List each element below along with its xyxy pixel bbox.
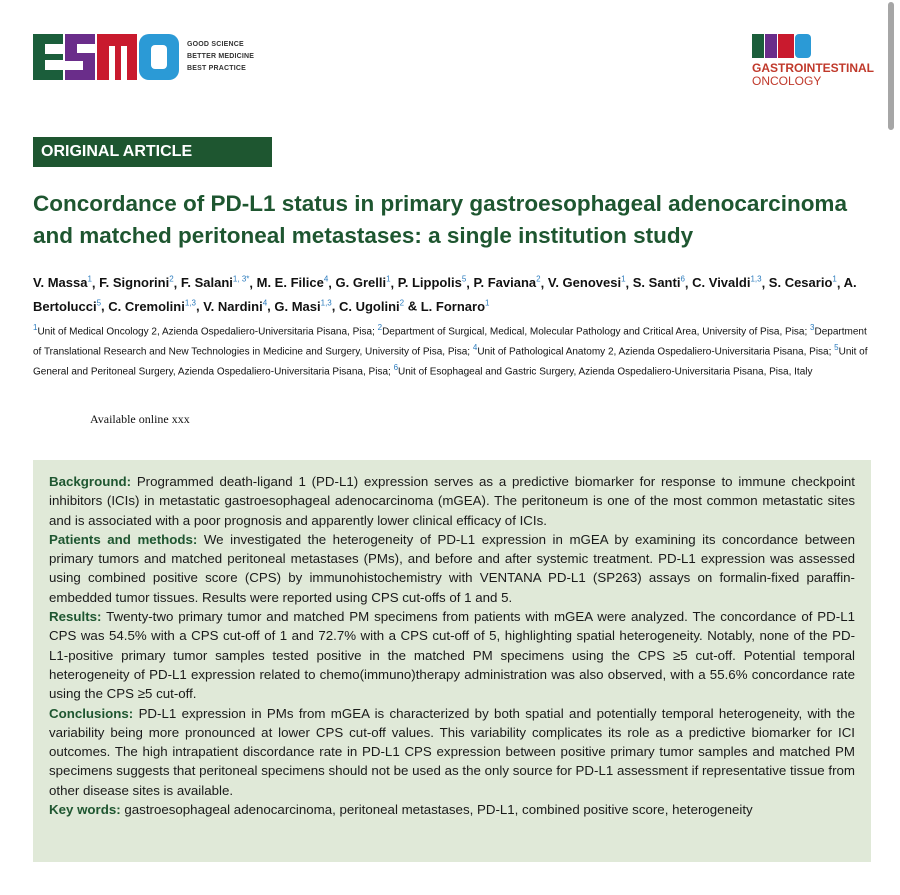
author-name: C. Cremolini	[108, 298, 185, 314]
author-separator: ,	[390, 275, 398, 291]
affiliation-ref[interactable]: 1	[621, 275, 626, 284]
tagline-line: GOOD SCIENCE	[187, 41, 244, 48]
journal-name-line2: ONCOLOGY	[752, 74, 822, 88]
affiliation-text: Department of Surgical, Medical, Molecular Pathology and Critical Area, University of Pisa, Pisa;	[382, 326, 811, 338]
author	[421, 299, 490, 314]
author-separator: ,	[91, 275, 100, 291]
journal-name-line1: GASTROINTESTINAL	[752, 61, 874, 75]
author-separator: ,	[836, 275, 844, 291]
abstract-conclusions	[49, 704, 855, 800]
esmo-logo-mark	[33, 34, 179, 80]
author-separator: ,	[249, 275, 257, 291]
author-name: L. Fornaro	[420, 298, 486, 314]
section-heading: Conclusions:	[49, 705, 134, 721]
affiliation-ref[interactable]: 5	[96, 298, 102, 308]
section-heading: Patients and methods:	[49, 531, 198, 547]
section-text: Twenty-two primary tumor and matched PM specimens from patients with mGEA were analyzed. The concordance of PD-L1 CPS was 54.5% with a CPS cut-off of 1 and 72.7% with a CPS cut-off of 5, highlighting spatial heterogeneity. Notably, none of the PD-L1-positive primary tumor samples tested positive in the matched PM specimens using the CPS ≥5 cut-off. Potential temporal heterogeneity of PD-L1 expression related to chemo(immuno)therapy administration was also observed, with a 55.6% concordance rate using the CPS ≥5 cut-off.	[49, 609, 855, 702]
affiliation-text: Department of Translational Research and New Technologies in Medicine and Surgery, University of Pisa, Pisa;	[33, 326, 867, 358]
author-name: F. Salani	[180, 275, 233, 291]
author-name: V. Nardini	[203, 298, 263, 314]
author	[99, 275, 174, 290]
abstract-box	[33, 460, 871, 862]
author	[257, 275, 329, 290]
author	[474, 275, 541, 290]
author-separator: ,	[684, 275, 693, 291]
section-heading: Key words:	[49, 802, 121, 818]
section-heading: Background:	[49, 474, 132, 489]
author	[336, 275, 391, 290]
author	[108, 299, 196, 314]
author	[33, 275, 92, 290]
author	[548, 275, 626, 290]
affiliation-ref[interactable]: 1	[485, 298, 490, 308]
affiliation-ref[interactable]: 2	[169, 275, 174, 284]
abstract-background	[49, 472, 855, 530]
author-separator: ,	[101, 298, 109, 314]
esmo-logo	[33, 34, 254, 80]
author-separator: ,	[267, 298, 275, 314]
affiliation-number: 1	[33, 323, 38, 332]
author-name: F. Signorini	[99, 275, 170, 291]
esmo-tagline	[187, 39, 254, 75]
author-name: C. Vivaldi	[692, 275, 751, 291]
affiliation-ref[interactable]: 4	[323, 275, 329, 284]
section-text: gastroesophageal adenocarcinoma, peritoneal metastases, PD-L1, combined positive score, heterogeneity	[124, 802, 753, 818]
affiliations	[33, 320, 873, 379]
section-heading: Results:	[49, 609, 102, 625]
author-name: A. Bertolucci	[33, 275, 857, 314]
author-name: S. Santi	[632, 275, 681, 291]
affiliation-ref[interactable]: 1	[87, 275, 92, 284]
affiliation-number: 6	[393, 362, 399, 372]
section-text: PD-L1 expression in PMs from mGEA is characterized by both spatial and potentially temporal heterogeneity, with the variability being more pronounced at lower CPS cut-off values. This variability complicates its role as a predictive biomarker for ICI outcomes. The high intrapatient discordance rate in PD-L1 CPS expression between positive primary tumor samples and matched PM specimens suggests that peritoneal specimens should not be used as the only source for PD-L1 assessment if representative tissue from other disease sites is available.	[49, 705, 855, 798]
article-type-label: ORIGINAL ARTICLE	[33, 137, 272, 167]
author-name: V. Genovesi	[547, 275, 622, 291]
article-title: Concordance of PD-L1 status in primary gastroesophageal adenocarcinoma and matched peritoneal metastases: a single institution study	[33, 191, 847, 248]
author	[203, 299, 267, 314]
affiliation-ref[interactable]: 2	[536, 275, 541, 284]
affiliation-ref[interactable]: 1,3	[184, 298, 196, 308]
author-name: G. Masi	[274, 298, 321, 314]
affiliation-ref[interactable]: 2	[399, 298, 405, 308]
author-name: V. Massa	[33, 275, 88, 291]
affiliation-number: 3	[810, 323, 815, 332]
affiliation-ref[interactable]: 1	[386, 275, 391, 284]
affiliation-text: Unit of Medical Oncology 2, Azienda Ospedaliero-Universitaria Pisana, Pisa;	[37, 326, 378, 338]
author-separator: ,	[625, 275, 633, 291]
author	[339, 299, 404, 314]
author-separator: ,	[173, 275, 181, 291]
affiliation-ref[interactable]: 1,3	[750, 275, 762, 284]
author-separator: ,	[540, 275, 548, 291]
available-online: Available online xxx	[90, 412, 190, 426]
author-name: P. Faviana	[473, 275, 537, 291]
author-separator: ,	[761, 275, 769, 291]
affiliation-text: Unit of Esophageal and Gastric Surgery, Azienda Ospedaliero-Universitaria Pisana, Pisa, Italy	[398, 365, 813, 377]
tagline-line: BEST PRACTICE	[187, 65, 246, 72]
author	[181, 275, 250, 290]
abstract-methods	[49, 530, 855, 607]
author-separator: ,	[328, 275, 336, 291]
author-separator: ,	[195, 298, 204, 314]
affiliation-ref[interactable]: 5	[461, 275, 467, 284]
author-separator: ,	[466, 275, 474, 291]
author	[769, 275, 837, 290]
affiliation-text: Unit of Pathological Anatomy 2, Azienda Ospedaliero-Universitaria Pisana, Pisa;	[477, 346, 835, 358]
author-name: G. Grelli	[335, 275, 387, 291]
affiliation-ref[interactable]: 4	[262, 298, 268, 308]
affiliation-ref[interactable]: 6	[680, 275, 685, 284]
abstract-results	[49, 607, 855, 703]
author	[692, 275, 761, 290]
esmo-gi-journal-logo	[752, 34, 874, 88]
author-separator: &	[404, 298, 421, 314]
affiliation-number: 5	[834, 342, 839, 352]
affiliation-ref[interactable]: 1	[832, 275, 837, 284]
author-name: P. Lippolis	[397, 275, 462, 291]
author-list	[33, 270, 873, 317]
esmo-gi-logo-mark	[752, 34, 870, 58]
scrollbar[interactable]	[888, 2, 894, 130]
affiliation-ref[interactable]: 1,3	[320, 298, 332, 308]
affiliation-number: 2	[377, 323, 383, 332]
section-text: Programmed death-ligand 1 (PD-L1) expression serves as a predictive biomarker for response to immune checkpoint inhibitors (ICIs) in metastatic gastroesophageal adenocarcinoma (mGEA). The peritoneum is one of the most common metastatic sites and is associated with a poor prognosis and apparently lower clinical efficacy of ICIs.	[49, 474, 855, 528]
author	[274, 299, 331, 314]
author-name: S. Cesario	[768, 275, 833, 291]
author-name: C. Ugolini	[338, 298, 400, 314]
abstract-keywords	[49, 800, 855, 819]
affiliation-text: Unit of General and Peritoneal Surgery, Azienda Ospedaliero-Universitaria Pisana, Pisa;	[33, 346, 868, 377]
author	[633, 275, 685, 290]
author	[398, 275, 467, 290]
tagline-line: BETTER MEDICINE	[187, 53, 255, 60]
author-separator: ,	[331, 298, 339, 314]
affiliation-ref[interactable]: 1, 3*	[232, 275, 250, 284]
affiliation-number: 4	[472, 342, 478, 352]
author-name: M. E. Filice	[256, 275, 324, 291]
section-text: We investigated the heterogeneity of PD-L1 expression in mGEA by examining its concordance between primary tumors and matched peritoneal metastases (PMs), and before and after systemic treatment. PD-L1 expression was assessed using combined positive score (CPS) by immunohistochemistry with VENTANA PD-L1 (SP263) assays on formalin-fixed paraffin-embedded tumor tissues. Results were reported using CPS cut-offs of 1 and 5.	[49, 531, 855, 605]
